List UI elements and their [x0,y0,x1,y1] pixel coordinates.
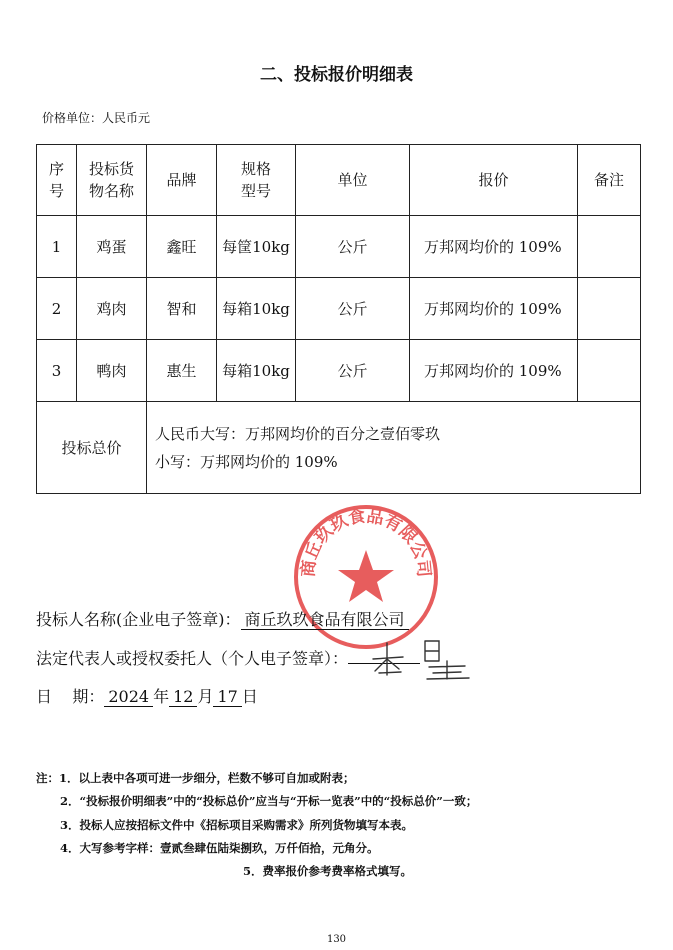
total-upper: 人民币大写：万邦网均价的百分之壹佰零玖 [155,424,441,443]
bidder-line [36,607,409,630]
bidder-name: 商丘玖玖食品有限公司 [241,610,409,630]
header-name: 投标货 物名称 [77,145,147,216]
page-title: 二、投标报价明细表 [260,65,413,85]
total-value [147,402,641,494]
bidder-label: 投标人名称(企业电子签章)： [36,610,241,629]
table-row: 1 鸡蛋 鑫旺 每筐10kg 公斤 万邦网均价的 109% [37,216,641,278]
handwritten-signature [365,637,475,682]
quote-table [36,144,641,494]
date-day: 17 [213,687,241,707]
table-row: 2 鸡肉 智和 每箱10kg 公斤 万邦网均价的 109% [37,278,641,340]
header-seq: 序 号 [37,145,77,216]
date-line: 日 期： 2024 年 12 月 17 日 [36,687,258,706]
note-item: 5．费率报价参考费率格式填写。 [243,864,412,879]
header-brand: 品牌 [147,145,217,216]
total-row [37,402,641,494]
header-price: 报价 [410,145,578,216]
date-label: 日 期： [36,687,105,706]
date-year: 2024 [104,687,153,707]
note-item: 4．大写参考字样：壹贰叁肆伍陆柒捌玖，万仟佰拾，元角分。 [60,840,379,855]
note-item: 注：1．以上表中各项可进一步细分，栏数不够可自加或附表； [36,771,355,785]
table-header-row [37,145,641,216]
seal-text: 商丘玖玖食品有限公司 [298,506,434,579]
table-row: 3 鸭肉 惠生 每箱10kg 公斤 万邦网均价的 109% [37,340,641,402]
seal-star-icon [338,550,394,602]
note-item: 3．投标人应按招标文件中《招标项目采购需求》所列货物填写本表。 [60,817,413,832]
notes [36,767,477,883]
date-month: 12 [169,687,197,707]
header-remark: 备注 [578,145,641,216]
header-unit: 单位 [296,145,410,216]
header-spec: 规格 型号 [217,145,296,216]
rep-line [36,646,420,669]
price-unit-label: 价格单位：人民币元 [42,111,151,125]
total-lower: 小写：万邦网均价的 109% [155,452,338,471]
rep-label: 法定代表人或授权委托人（个人电子签章）： [36,649,349,668]
page-number: 130 [326,934,347,945]
note-item: 2．“投标报价明细表”中的“投标总价”应当与“开标一览表”中的“投标总价”一致； [60,794,478,809]
total-label: 投标总价 [37,402,147,494]
